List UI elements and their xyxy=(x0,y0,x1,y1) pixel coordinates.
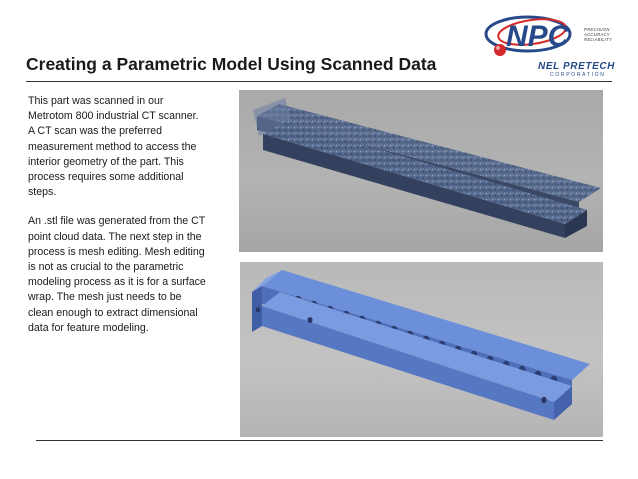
mesh-render-image xyxy=(240,262,603,437)
logo-tagline xyxy=(584,27,612,42)
company-logo xyxy=(478,8,624,78)
footer-divider xyxy=(36,440,603,441)
logo-monogram: NPC xyxy=(506,20,570,53)
paragraph-ct-scan: This part was scanned in our Metrotom 800 industrial CT scanner. A CT scan was the preferred measurement method to access the interior geometry of the part. This process requires some additional steps. xyxy=(28,95,199,199)
logo-company-name: NEL PRETECH xyxy=(538,61,615,72)
logo-tagline-1: PRECISION xyxy=(584,27,610,32)
npc-logo-mark xyxy=(478,8,584,62)
ct-scan-image xyxy=(239,90,603,252)
slide-title: Creating a Parametric Model Using Scanned Data xyxy=(26,54,437,74)
logo-tagline-3: RELIABILITY xyxy=(584,37,613,42)
body-text xyxy=(28,94,206,350)
logo-corporation: CORPORATION xyxy=(550,72,606,78)
logo-tagline-2: ACCURACY xyxy=(584,32,610,37)
title-divider xyxy=(26,81,612,82)
paragraph-mesh-editing: An .stl file was generated from the CT point cloud data. The next step in the process is mesh editing. Mesh editing is not as crucial to the parametric modeling process as it is for a surface wrap. The mesh just needs to be clean enough to extract dimensional data for feature modeling. xyxy=(28,215,206,334)
